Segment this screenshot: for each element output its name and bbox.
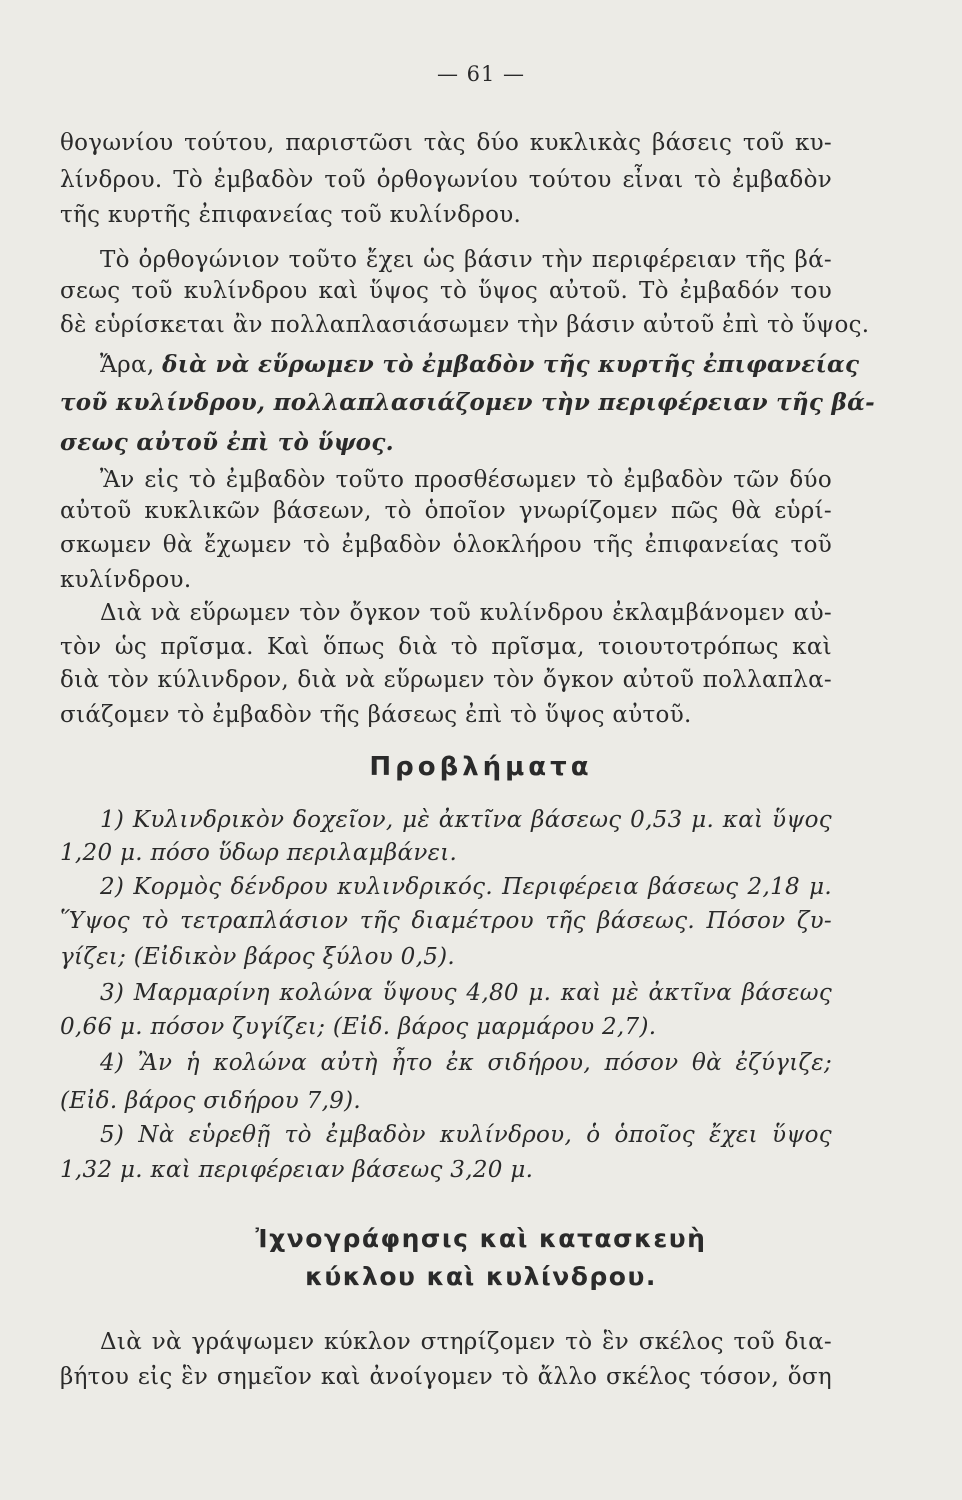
text-line: Διὰ νὰ γράψωμεν κύκλον στηρίζομεν τὸ ἓν σκέλος τοῦ δια- bbox=[100, 1329, 832, 1355]
rule-line: σεως αὐτοῦ ἐπὶ τὸ ὕψος. bbox=[60, 429, 394, 456]
text-line: αὐτοῦ κυκλικῶν βάσεων, τὸ ὁποῖον γνωρίζομεν πῶς θὰ εὑρί- bbox=[60, 498, 832, 524]
problem-line: Ὕψος τὸ τετραπλάσιον τῆς διαμέτρου τῆς βάσεως. Πόσον ζυ- bbox=[60, 908, 832, 934]
problem-line: (Εἰδ. βάρος σιδήρου 7,9). bbox=[60, 1088, 362, 1114]
rule-line bbox=[100, 350, 860, 380]
problem-line: 1,32 μ. καὶ περιφέρειαν βάσεως 3,20 μ. bbox=[60, 1157, 534, 1183]
text-line: διὰ τὸν κύλινδρον, διὰ νὰ εὕρωμεν τὸν ὄγκον αὐτοῦ πολλαπλα- bbox=[60, 667, 832, 693]
text-line: σιάζομεν τὸ ἐμβαδὸν τῆς βάσεως ἐπὶ τὸ ὕψος αὐτοῦ. bbox=[60, 702, 692, 728]
text-line: τῆς κυρτῆς ἐπιφανείας τοῦ κυλίνδρου. bbox=[60, 202, 522, 228]
problem-line: 3) Μαρμαρίνη κολώνα ὕψους 4,80 μ. καὶ μὲ ἀκτῖνα βάσεως bbox=[100, 980, 832, 1006]
text-line: Διὰ νὰ εὕρωμεν τὸν ὄγκον τοῦ κυλίνδρου ἐκλαμβάνομεν αὐ- bbox=[100, 600, 832, 626]
text-line: Τὸ ὀρθογώνιον τοῦτο ἔχει ὡς βάσιν τὴν περιφέρειαν τῆς βά- bbox=[100, 247, 832, 273]
text-line: θογωνίου τούτου, παριστῶσι τὰς δύο κυκλικὰς βάσεις τοῦ κυ- bbox=[60, 130, 832, 156]
text-line: τὸν ὡς πρῖσμα. Καὶ ὅπως διὰ τὸ πρῖσμα, τοιουτοτρόπως καὶ bbox=[60, 634, 832, 660]
section-heading-line1: Ἰχνογράφησις καὶ κατασκευὴ bbox=[255, 1224, 707, 1253]
problem-line: 4) Ἂν ἡ κολώνα αὐτὴ ἦτο ἐκ σιδήρου, πόσον θὰ ἐζύγιζε; bbox=[100, 1050, 832, 1076]
text-line: βήτου εἰς ἓν σημεῖον καὶ ἀνοίγομεν τὸ ἄλλο σκέλος τόσον, ὅση bbox=[60, 1364, 832, 1390]
problem-line: 2) Κορμὸς δένδρου κυλινδρικός. Περιφέρεια βάσεως 2,18 μ. bbox=[100, 874, 832, 900]
section-heading-line2: κύκλου καὶ κυλίνδρου. bbox=[305, 1262, 657, 1291]
text-line: σεως τοῦ κυλίνδρου καὶ ὕψος τὸ ὕψος αὐτοῦ. Τὸ ἐμβαδόν του bbox=[60, 278, 832, 304]
problem-line: 0,66 μ. πόσον ζυγίζει; (Εἰδ. βάρος μαρμάρου 2,7). bbox=[60, 1014, 657, 1040]
rule-bold: διὰ νὰ εὕρωμεν τὸ ἐμβαδὸν τῆς κυρτῆς ἐπιφανείας bbox=[162, 351, 860, 378]
text-line: σκωμεν θὰ ἔχωμεν τὸ ἐμβαδὸν ὁλοκλήρου τῆς ἐπιφανείας τοῦ bbox=[60, 532, 832, 558]
problems-heading: Προβλήματα bbox=[369, 752, 593, 782]
problem-line: 5) Νὰ εὑρεθῇ τὸ ἐμβαδὸν κυλίνδρου, ὁ ὁποῖος ἔχει ὕψος bbox=[100, 1122, 832, 1148]
problem-line: 1,20 μ. πόσο ὕδωρ περιλαμβάνει. bbox=[60, 840, 458, 866]
text-line: κυλίνδρου. bbox=[60, 567, 192, 593]
rule-line: τοῦ κυλίνδρου, πολλαπλασιάζομεν τὴν περιφέρειαν τῆς βά- bbox=[60, 389, 875, 416]
page-number: — 61 — bbox=[436, 62, 526, 86]
text-line: δὲ εὑρίσκεται ἂν πολλαπλασιάσωμεν τὴν βάσιν αὐτοῦ ἐπὶ τὸ ὕψος. bbox=[60, 312, 870, 338]
problem-line: 1) Κυλινδρικὸν δοχεῖον, μὲ ἀκτῖνα βάσεως 0,53 μ. καὶ ὕψος bbox=[100, 807, 832, 833]
text-line: λίνδρου. Τὸ ἐμβαδὸν τοῦ ὀρθογωνίου τούτου εἶναι τὸ ἐμβαδὸν bbox=[60, 167, 832, 193]
rule-lead: Ἄρα, bbox=[100, 352, 163, 378]
problem-line: γίζει; (Εἰδικὸν βάρος ξύλου 0,5). bbox=[60, 944, 456, 970]
text-line: Ἂν εἰς τὸ ἐμβαδὸν τοῦτο προσθέσωμεν τὸ ἐμβαδὸν τῶν δύο bbox=[100, 467, 832, 493]
